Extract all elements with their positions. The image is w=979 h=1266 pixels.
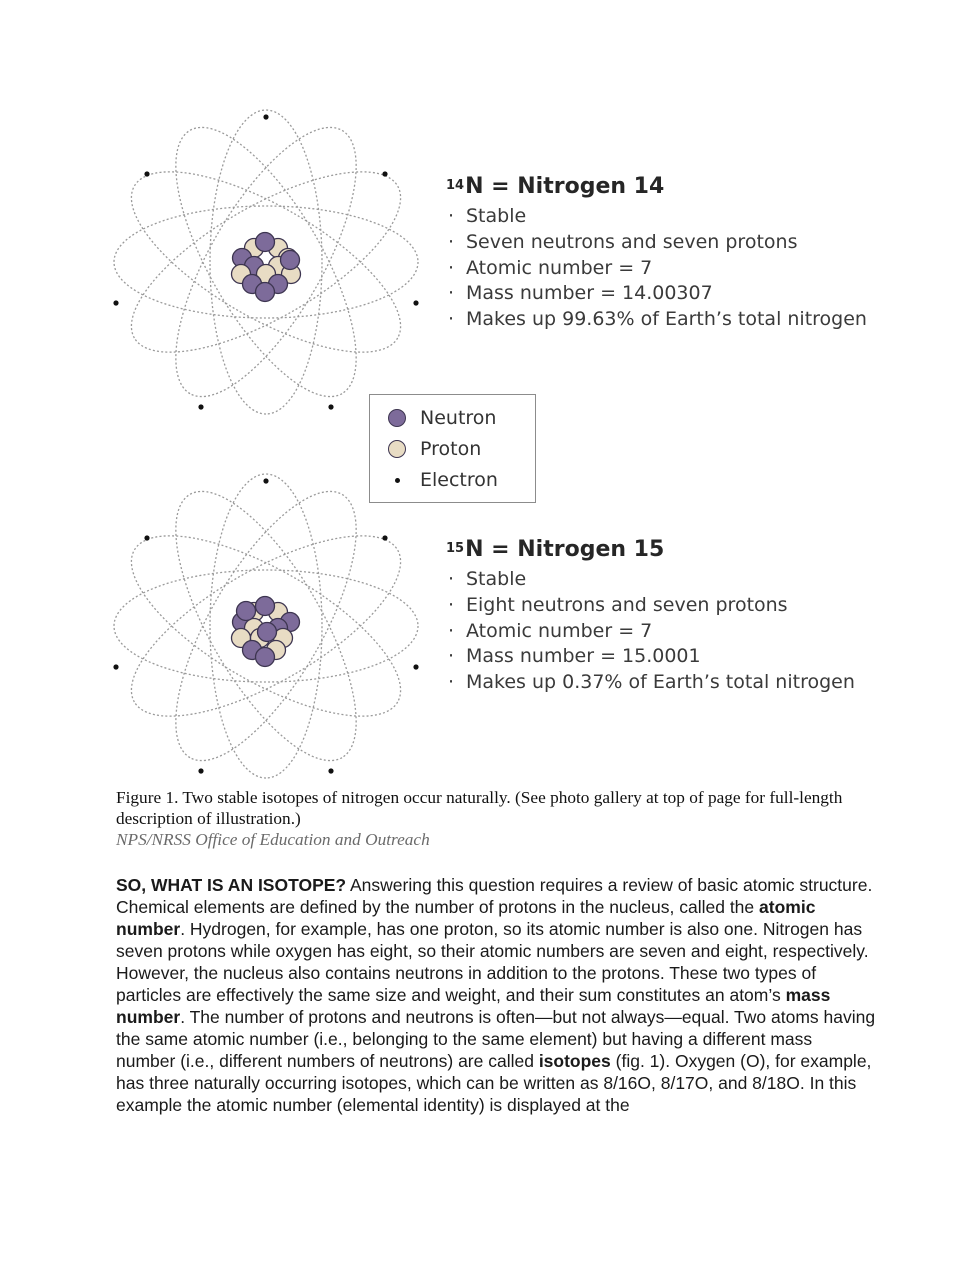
term-mass-number: mass number (116, 985, 831, 1027)
mass-superscript: 15 (446, 541, 465, 556)
electron-dot (198, 404, 203, 409)
text-run: . The number of protons and neutrons is often—but not always—equal. Two atoms having the same atomic number (i.e., belonging to the same element) but having a different mass number (i.e., different numbers of neutrons) are called (116, 1007, 876, 1071)
fact-item: · Atomic number = 7 (446, 619, 855, 645)
term-atomic-number: atomic number (116, 897, 816, 939)
electron-dot (413, 300, 418, 305)
neutron (281, 251, 300, 270)
neutron-swatch-icon (388, 409, 406, 427)
electron-dot (263, 478, 268, 483)
electron-dot (328, 404, 333, 409)
nucleus (232, 597, 300, 667)
isotope-name: N = Nitrogen 14 (465, 174, 665, 199)
nitrogen-14-atom-diagram (106, 102, 425, 421)
fact-item: · Mass number = 14.00307 (446, 281, 867, 307)
electron-dot (382, 171, 387, 176)
nitrogen-14-title (446, 174, 867, 200)
electron-dot (144, 171, 149, 176)
neutron (237, 602, 256, 621)
fact-item: · Makes up 0.37% of Earth’s total nitrogen (446, 670, 855, 696)
nitrogen-15-title (446, 537, 855, 563)
mass-superscript: 14 (446, 178, 465, 193)
nitrogen-15-facts (446, 567, 855, 696)
term-isotopes: isotopes (538, 1051, 611, 1071)
neutron (256, 233, 275, 252)
isotope-name: N = Nitrogen 15 (465, 537, 665, 562)
electron-dot (413, 664, 418, 669)
electron-dot (198, 768, 203, 773)
electron-dot (113, 300, 118, 305)
electron-dot-icon (388, 471, 406, 489)
electron-dot (144, 535, 149, 540)
electron-dot (113, 664, 118, 669)
nitrogen-15-info (446, 537, 855, 696)
fact-item: · Stable (446, 204, 867, 230)
fact-item: · Stable (446, 567, 855, 593)
legend-electron-label: Electron (420, 469, 498, 491)
figure-caption: Figure 1. Two stable isotopes of nitrogen occur naturally. (See photo gallery at top of page for full-length description of illustration.) (116, 788, 843, 828)
legend-neutron (388, 407, 496, 429)
legend-neutron-label: Neutron (420, 407, 497, 429)
neutron (256, 648, 275, 667)
text-run: . Hydrogen, for example, has one proton, so its atomic number is also one. Nitrogen has seven protons while oxygen has eight, so their atomic numbers are seven and eight, respectively. However, the nucleus also contains neutrons in addition to the protons. These two types of particles are effectively the same size and weight, and their sum constitutes an atom’s (116, 919, 869, 1005)
legend-proton (388, 438, 481, 460)
text-run: (fig. 1). Oxygen (O), for example, has three naturally occurring isotopes, which can be written as 8/16O, 8/17O, and 8/18O. In this example the atomic number (elemental identity) is displayed at the (116, 1051, 872, 1115)
fact-item: · Eight neutrons and seven protons (446, 593, 855, 619)
legend-electron (388, 469, 498, 491)
neutron (256, 283, 275, 302)
fact-item: · Makes up 99.63% of Earth’s total nitrogen (446, 307, 867, 333)
neutron (256, 597, 275, 616)
nitrogen-15-atom-diagram (106, 466, 425, 785)
article-paragraph (116, 874, 876, 1116)
electron-dot (263, 114, 268, 119)
legend (369, 394, 536, 503)
neutron (258, 623, 277, 642)
electron-dot (328, 768, 333, 773)
nitrogen-14-facts (446, 204, 867, 333)
nucleus (232, 233, 301, 302)
legend-proton-label: Proton (420, 438, 482, 460)
proton-swatch-icon (388, 440, 406, 458)
fact-item: · Mass number = 15.0001 (446, 644, 855, 670)
section-heading: SO, WHAT IS AN ISOTOPE? (116, 875, 347, 895)
fact-item: · Atomic number = 7 (446, 256, 867, 282)
text-run: Answering this question requires a review of basic atomic structure. Chemical elements are defined by the number of protons in the nucleus, called the (116, 875, 873, 917)
nitrogen-14-info (446, 174, 867, 333)
electron-dot (382, 535, 387, 540)
figure-credit: NPS/NRSS Office of Education and Outreach (116, 830, 430, 849)
fact-item: · Seven neutrons and seven protons (446, 230, 867, 256)
